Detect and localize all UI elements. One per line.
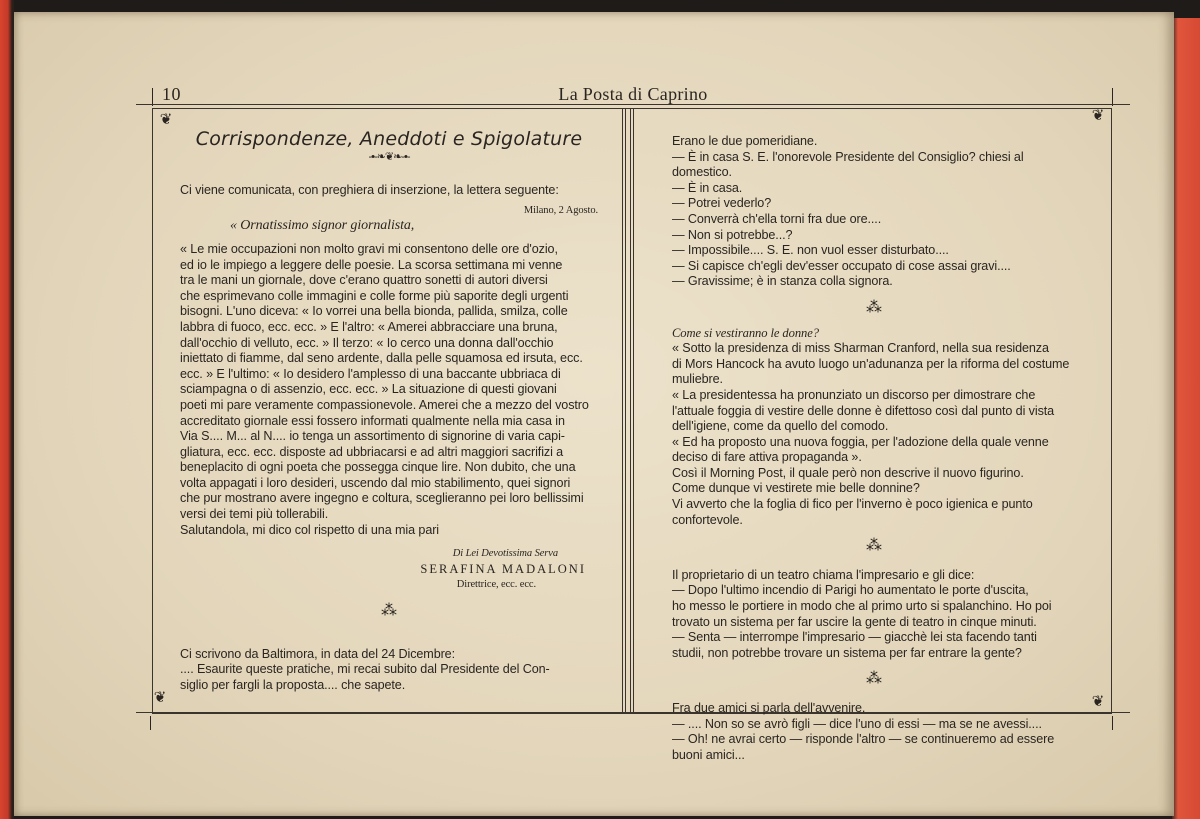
amici-line: — Oh! ne avrai certo — risponde l'altro — se continueremo ad essere	[672, 732, 1055, 747]
asterism-icon: ⁂	[381, 602, 397, 620]
flourish-ornament: -•-❧❦❧-•-	[368, 150, 410, 163]
amici-line: buoni amici...	[672, 747, 745, 762]
letter-line: volta appagati i loro desideri, uscendo dal mio stabilimento, quei signori	[180, 475, 571, 490]
donne-line: muliebre.	[672, 372, 723, 387]
page-number: 10	[162, 84, 181, 104]
dialogue-line: — Gravissime; è in stanza colla signora.	[672, 274, 893, 289]
column-divider-left	[622, 108, 626, 712]
amici-line: Fra due amici si parla dell'avvenire.	[672, 701, 866, 715]
letter-line: iniettato di fiamme, dal seno ardente, dalla pelle squamosa ed irsuta, ecc.	[180, 351, 583, 366]
letter-closing: Salutandola, mi dico col rispetto di una mia pari	[180, 522, 440, 537]
letter-line: dall'occhio di velluto, ecc. » Il terzo: « Io cerco una donna dall'occhio	[180, 335, 554, 350]
signature-devotion: Di Lei Devotissima Serva	[452, 548, 558, 560]
letter-line: che esprimevano colle immagini e colle forme più saporite degli urgenti	[180, 288, 569, 303]
donne-line: « La presidentessa ha pronunziato un discorso per dimostrare che	[672, 387, 1036, 402]
donne-title: Come si vestiranno le donne?	[672, 325, 819, 340]
right-column	[672, 134, 1076, 763]
foot-tick-right	[1112, 716, 1113, 730]
baltimora-line: .... Esaurite queste pratiche, mi recai subito dal Presidente del Con-	[180, 662, 550, 677]
letter-line: labbra di fuoco, ecc. ecc. » E l'altro: « Amerei abbracciare una bruna,	[180, 319, 558, 334]
teatro-line: — Senta — interrompe l'impresario — giacchè lei sta facendo tanti	[672, 630, 1037, 645]
donne-line: Come dunque vi vestirete mie belle donnine?	[672, 481, 920, 496]
baltimora-line: siglio per fargli la proposta.... che sapete.	[180, 677, 406, 692]
donne-section	[672, 341, 1076, 528]
asterism-icon: ⁂	[866, 670, 882, 688]
amici-section	[672, 701, 1076, 763]
letter-line: accreditato giornale essi fossero informati qualmente nella mia casa in	[180, 413, 565, 428]
teatro-line: — Dopo l'ultimo incendio di Parigi ho aumentato le porte d'uscita,	[672, 583, 1029, 598]
baltimora-paragraph	[180, 647, 598, 694]
donne-line: l'attuale foggia di vestire delle donne è difettoso così dal punto di vista	[672, 403, 1055, 418]
letter-line: versi dei temi più tollerabili.	[180, 507, 329, 522]
letter-line: che pur mostrano avere ingegno e coltura, sceglieranno pei loro bellissimi	[180, 491, 584, 506]
letter-line: gliatura, ecc. ecc. disposte ad ubbriacarsi e ad altri maggiori sacrifizi a	[180, 444, 564, 459]
letter-salutation: « Ornatissimo signor giornalista,	[230, 218, 415, 234]
dialogue-line: — Si capisce ch'egli dev'esser occupato di cose assai gravi....	[672, 258, 1011, 273]
letter-line: Via S.... M... al N.... io tenga un assortimento di signorine di varia capi-	[180, 429, 565, 444]
donne-line: dell'igiene, come da quello del comodo.	[672, 419, 889, 434]
dialogue-line: domestico.	[672, 165, 732, 180]
donne-line: confortevole.	[672, 512, 743, 527]
dialogue-line: — Impossibile.... S. E. non vuol esser disturbato....	[672, 243, 949, 258]
letter-line: poeti mi pare veramente compassionevole. Amerei che a mezzo del vostro	[180, 397, 589, 412]
dialogue-section	[672, 134, 1076, 290]
letter-line: sciampagna o di assenzio, ecc. ecc. » La situazione di questi giovani	[180, 382, 557, 397]
corner-ornament-icon: ❦	[159, 112, 173, 128]
dialogue-line: — Converrà ch'ella torni fra due ore....	[672, 211, 882, 226]
letter-line: beneplacito di ogni poeta che possegga cinque lire. Non dubito, che una	[180, 460, 576, 475]
letter-intro: Ci viene comunicata, con preghiera di inserzione, la lettera seguente:	[180, 183, 559, 198]
letter-line: ed io le impiego a leggere delle poesie. La scorsa settimana mi venne	[180, 257, 563, 272]
teatro-line: ho messo le portiere in modo che al primo urto si spalanchino. Ho poi	[672, 599, 1052, 614]
signature-role: Direttrice, ecc. ecc.	[456, 579, 536, 591]
teatro-line: Il proprietario di un teatro chiama l'impresario e gli dice:	[672, 567, 975, 582]
letter-line: « Le mie occupazioni non molto gravi mi consentono delle ore d'ozio,	[180, 241, 558, 256]
dialogue-line: — È in casa.	[672, 180, 743, 195]
donne-line: « Ed ha proposto una nuova foggia, per l'adozione della quale venne	[672, 434, 1049, 449]
asterism-icon: ⁂	[866, 298, 882, 316]
letter-dateline: Milano, 2 Agosto.	[523, 204, 598, 216]
signature-name: SERAFINA MADALONI	[420, 561, 586, 576]
donne-line: deciso di fare attiva propaganda ».	[672, 450, 862, 465]
dialogue-line: Erano le due pomeridiane.	[672, 134, 818, 148]
donne-line: Vi avverto che la foglia di fico per l'inverno è poco igienica e punto	[672, 497, 1033, 512]
corner-ornament-icon: ❦	[1091, 694, 1105, 710]
teatro-line: trovato un sistema per far uscire la gente di teatro in cinque minuti.	[672, 614, 1037, 629]
running-title: La Posta di Caprino	[558, 84, 708, 104]
amici-line: — .... Non so se avrò figli — dice l'uno di essi — ma se ne avessi....	[672, 716, 1042, 731]
asterism-icon: ⁂	[866, 537, 882, 555]
teatro-line: studii, non potrebbe trovare un sistema per far entrare la gente?	[672, 645, 1022, 660]
running-head	[136, 84, 1130, 106]
corner-ornament-icon: ❦	[1091, 108, 1105, 124]
donne-line: di Mors Hancock ha avuto luogo un'adunanza per la riforma del costume	[672, 356, 1070, 371]
donne-line: Così il Morning Post, il quale però non descrive il nuovo figurino.	[672, 465, 1024, 480]
baltimora-line: Ci scrivono da Baltimora, in data del 24 Dicembre:	[180, 646, 455, 661]
letter-line: ecc. » E l'ultimo: « Io desidero l'amplesso di una baccante ubbriaca di	[180, 366, 561, 381]
dialogue-line: — È in casa S. E. l'onorevole Presidente del Consiglio? chiesi al	[672, 149, 1024, 164]
teatro-section	[672, 568, 1076, 662]
letter-line: tra le mani un giornale, dove c'erano quattro sonetti di autori diversi	[180, 273, 548, 288]
book-edge-right	[1172, 18, 1200, 819]
foot-tick-left	[150, 716, 151, 730]
corner-ornament-icon: ❦	[153, 690, 167, 706]
column-divider-right	[630, 108, 634, 712]
section-title: Corrispondenze, Aneddoti e Spigolature	[195, 128, 583, 150]
dialogue-line: — Potrei vederlo?	[672, 196, 772, 211]
letter-body	[180, 242, 598, 523]
left-column	[180, 112, 598, 693]
letter-line: bisogni. L'uno diceva: « Io vorrei una bella bionda, pallida, smilza, colle	[180, 304, 568, 319]
head-rule	[136, 104, 1130, 105]
dialogue-line: — Non si potrebbe...?	[672, 227, 793, 242]
donne-line: « Sotto la presidenza di miss Sharman Cranford, nella sua residenza	[672, 341, 1049, 356]
